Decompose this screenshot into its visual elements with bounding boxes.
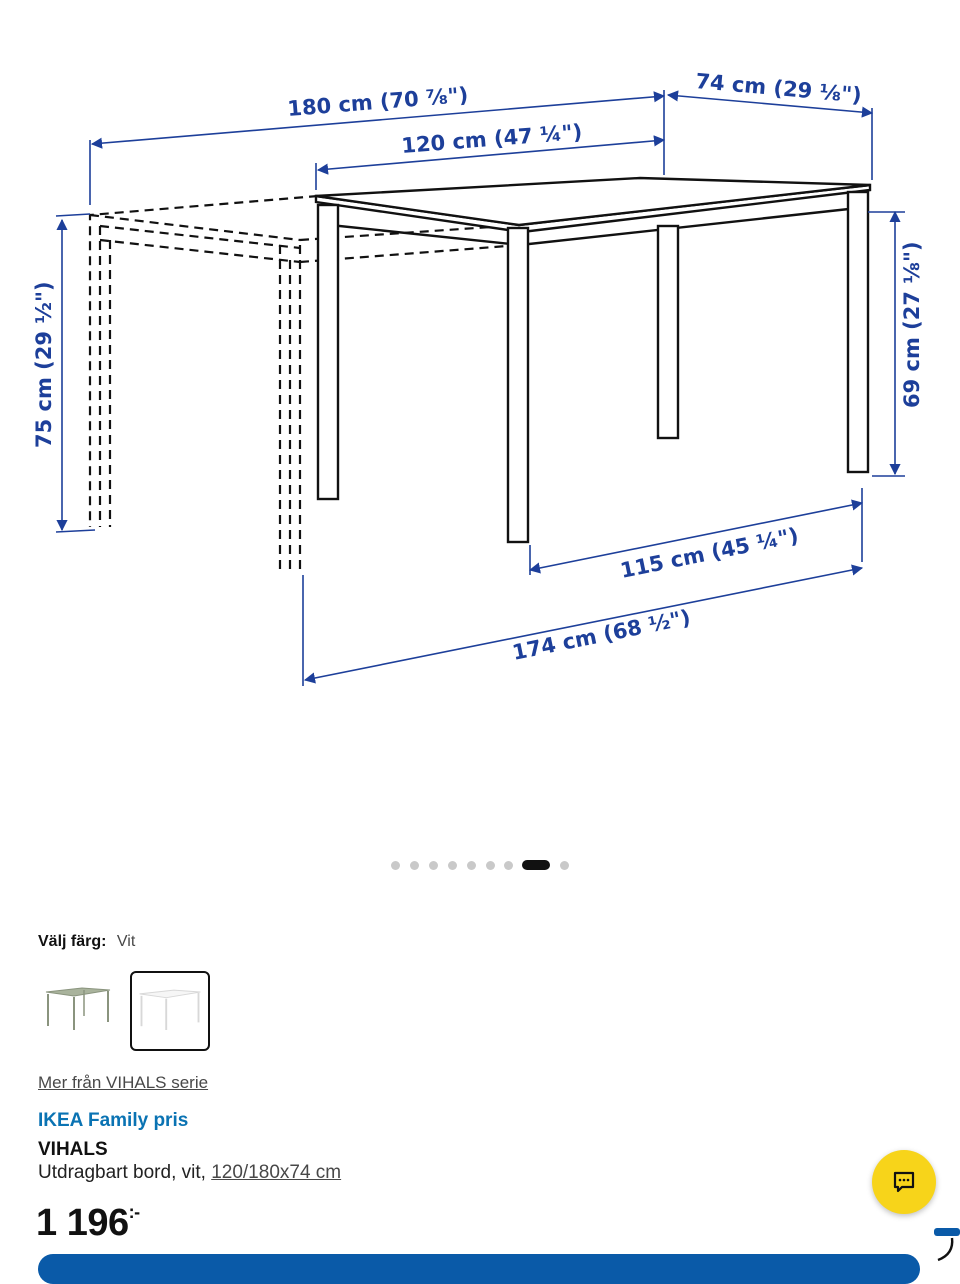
dimension-lines: [56, 90, 905, 686]
carousel-dot[interactable]: [410, 861, 419, 870]
extension-dashed-outline: [90, 196, 520, 570]
image-carousel-dots: [0, 858, 960, 872]
carousel-dot[interactable]: [504, 861, 513, 870]
green-table-thumbnail: [38, 970, 118, 1050]
price-suffix: :-: [128, 1202, 140, 1222]
dim-leg-span-label: 115 cm (45 ¼"): [618, 523, 801, 583]
chat-bubble-icon: [892, 1170, 916, 1194]
dim-under-height-label: 69 cm (27 ⅛"): [900, 241, 924, 408]
carousel-dot[interactable]: [560, 861, 569, 870]
product-name: VIHALS: [38, 1139, 108, 1160]
product-measure-link[interactable]: 120/180x74 cm: [211, 1162, 342, 1183]
price-value: 1 196: [36, 1202, 129, 1244]
blue-edge-icon: [930, 1226, 960, 1266]
white-table-thumbnail: [132, 973, 208, 1049]
carousel-dot-active[interactable]: [522, 860, 550, 870]
color-swatch-white-selected[interactable]: [130, 971, 210, 1051]
dim-depth-label: 74 cm (29 ⅛"): [694, 69, 863, 108]
family-price-label: IKEA Family pris: [38, 1110, 189, 1131]
carousel-dot[interactable]: [486, 861, 495, 870]
product-description-text: Utdragbart bord, vit,: [38, 1162, 206, 1183]
carousel-dot[interactable]: [391, 861, 400, 870]
chat-button[interactable]: [872, 1150, 936, 1214]
color-select-label: Välj färg:: [38, 933, 107, 950]
carousel-dot[interactable]: [467, 861, 476, 870]
carousel-dot[interactable]: [429, 861, 438, 870]
carousel-dot[interactable]: [448, 861, 457, 870]
color-swatch-green[interactable]: [38, 970, 118, 1050]
product-price: [36, 1202, 140, 1245]
product-description: [38, 1162, 341, 1184]
scroll-edge-widget[interactable]: [930, 1226, 960, 1266]
add-to-cart-button[interactable]: [38, 1254, 920, 1284]
dim-extended-leg-span-label: 174 cm (68 ½"): [510, 605, 693, 665]
dim-extended-length-label: 180 cm (70 ⅞"): [286, 82, 470, 121]
color-select-value: Vit: [116, 933, 136, 950]
dim-length-label: 120 cm (47 ¼"): [400, 119, 584, 158]
table-solid-outline: [316, 178, 870, 542]
dim-height-label: 75 cm (29 ½"): [32, 281, 56, 448]
color-select-row: [38, 933, 135, 951]
series-link[interactable]: Mer från VIHALS serie: [38, 1073, 209, 1092]
